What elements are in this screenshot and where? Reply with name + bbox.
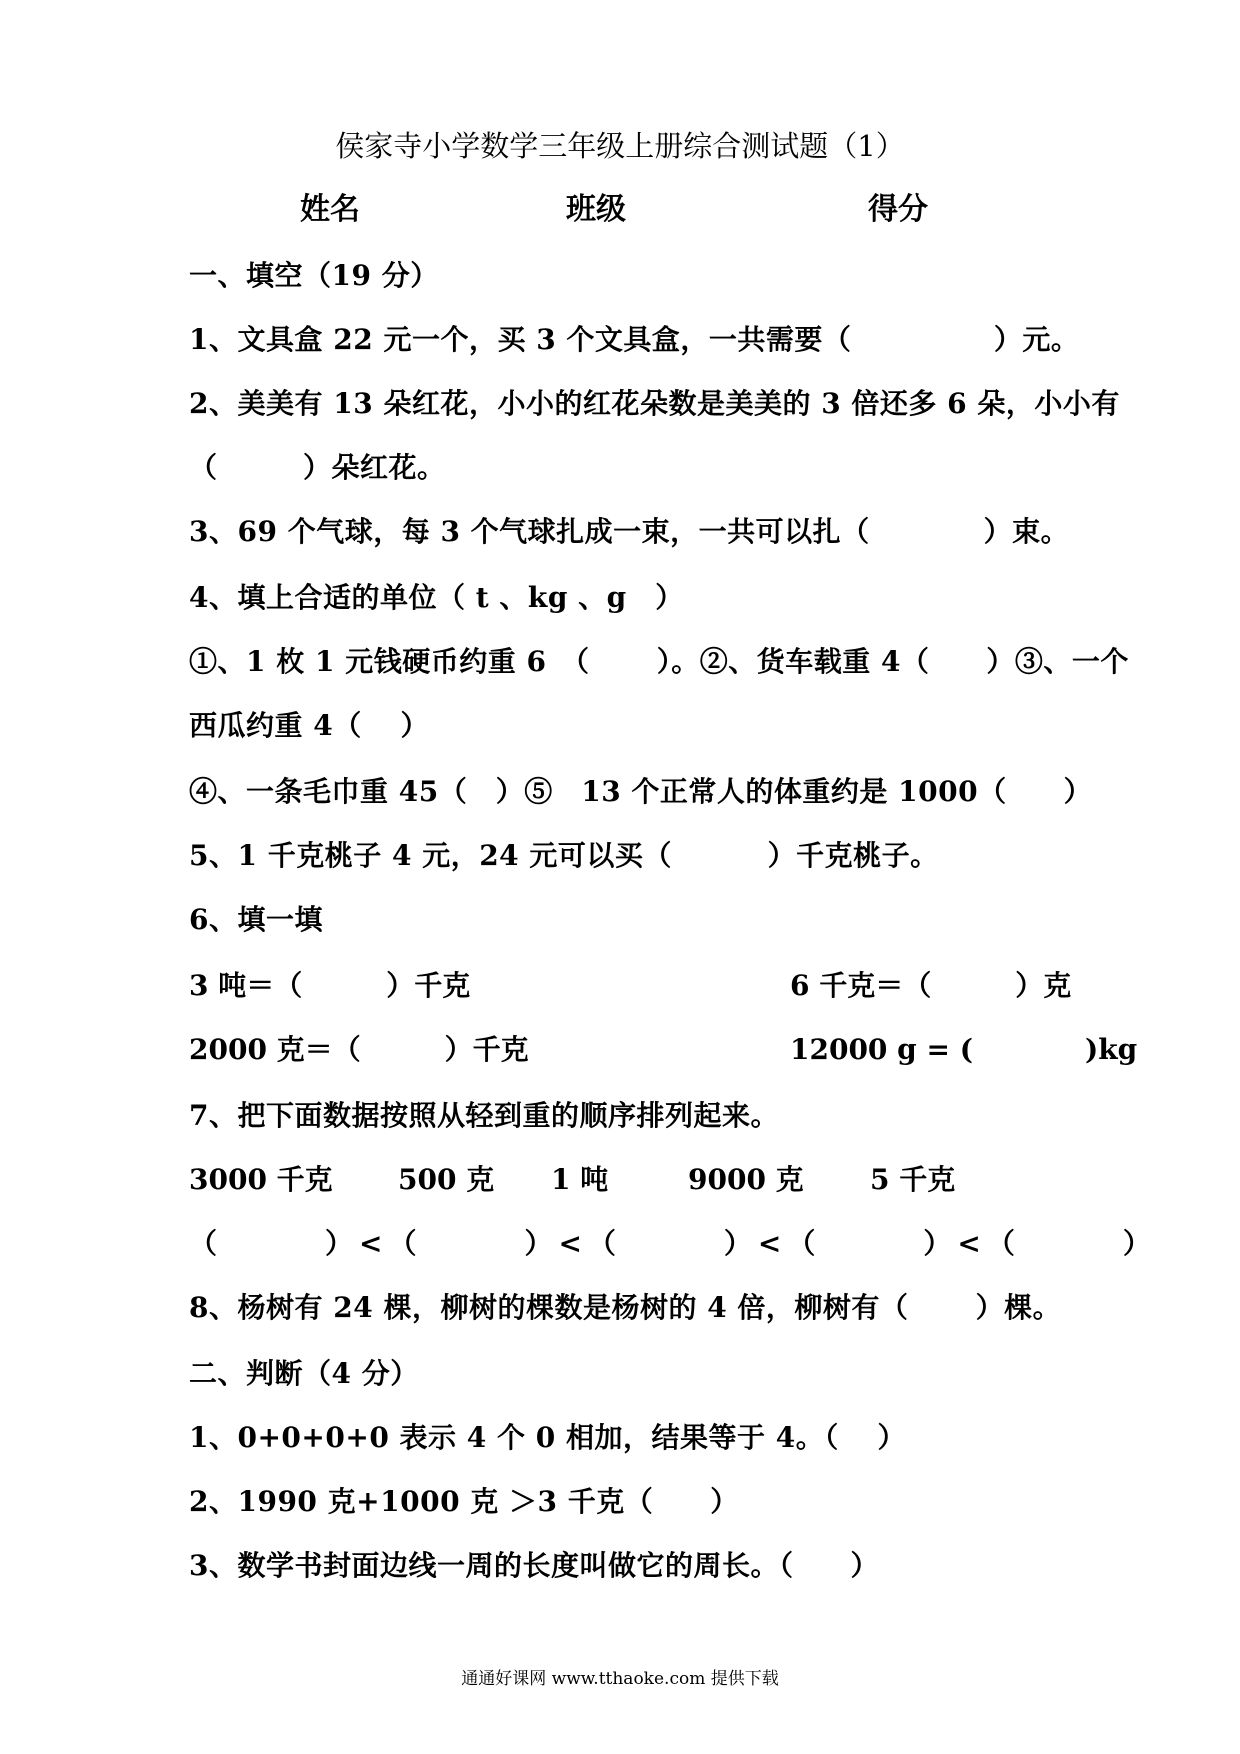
question-1-6-b: 6 千克＝（ ）克 [790,969,1072,1002]
question-1-3: 3、69 个气球，每 3 个气球扎成一束，一共可以扎（ ）束。 [189,515,1070,548]
question-1-4-line1: ①、1 枚 1 元钱硬币约重 6 （ ）。②、货车载重 4（ ）③、一个 [189,645,1129,678]
question-1-7-order: （ ）<（ ）<（ ）<（ ）<（ ） [189,1227,1157,1260]
question-2-1: 1、0+0+0+0 表示 4 个 0 相加，结果等于 4。（ ） [189,1421,906,1454]
question-1-6-c: 2000 克＝（ ）千克 [189,1033,529,1066]
q7-item: 3000 千克 [189,1163,333,1196]
q7-item: 1 吨 [551,1163,609,1196]
question-1-6-a: 3 吨＝（ ）千克 [189,969,471,1002]
question-1-4-line3: ④、一条毛巾重 45（ ）⑤ 13 个正常人的体重约是 1000（ ） [189,775,1093,808]
question-2-3: 3、数学书封面边线一周的长度叫做它的周长。（ ） [189,1549,879,1582]
score-label: 得分 [868,192,928,227]
question-1-6-d: 12000 g = ( )kg [790,1033,1138,1066]
name-label: 姓名 [300,192,360,227]
question-1-6: 6、填一填 [189,903,323,936]
question-1-8: 8、杨树有 24 棵，柳树的棵数是杨树的 4 倍，柳树有（ ）棵。 [189,1291,1062,1324]
q7-item: 9000 克 [688,1163,804,1196]
class-label: 班级 [566,192,626,227]
question-1-4: 4、填上合适的单位（ t 、kg 、g ） [189,581,684,614]
q7-item: 500 克 [398,1163,495,1196]
question-1-4-line2: 西瓜约重 4（ ） [189,709,429,742]
question-2-2: 2、1990 克+1000 克 ＞3 千克（ ） [189,1485,739,1518]
question-1-5: 5、1 千克桃子 4 元，24 元可以买（ ）千克桃子。 [189,839,939,872]
footer-credit: 通通好课网 www.tthaoke.com 提供下载 [461,1669,779,1689]
question-1-2-line1: 2、美美有 13 朵红花，小小的红花朵数是美美的 3 倍还多 6 朵，小小有 [189,387,1120,420]
question-1-1: 1、文具盒 22 元一个，买 3 个文具盒，一共需要（ ）元。 [189,323,1080,356]
section2-heading: 二、判断（4 分） [189,1357,419,1390]
section1-heading: 一、填空（19 分） [189,259,439,292]
exam-title: 侯家寺小学数学三年级上册综合测试题（1） [335,129,905,163]
q7-item: 5 千克 [870,1163,956,1196]
question-1-2-line2: （ ）朵红花。 [189,451,446,484]
question-1-7: 7、把下面数据按照从轻到重的顺序排列起来。 [189,1099,779,1132]
